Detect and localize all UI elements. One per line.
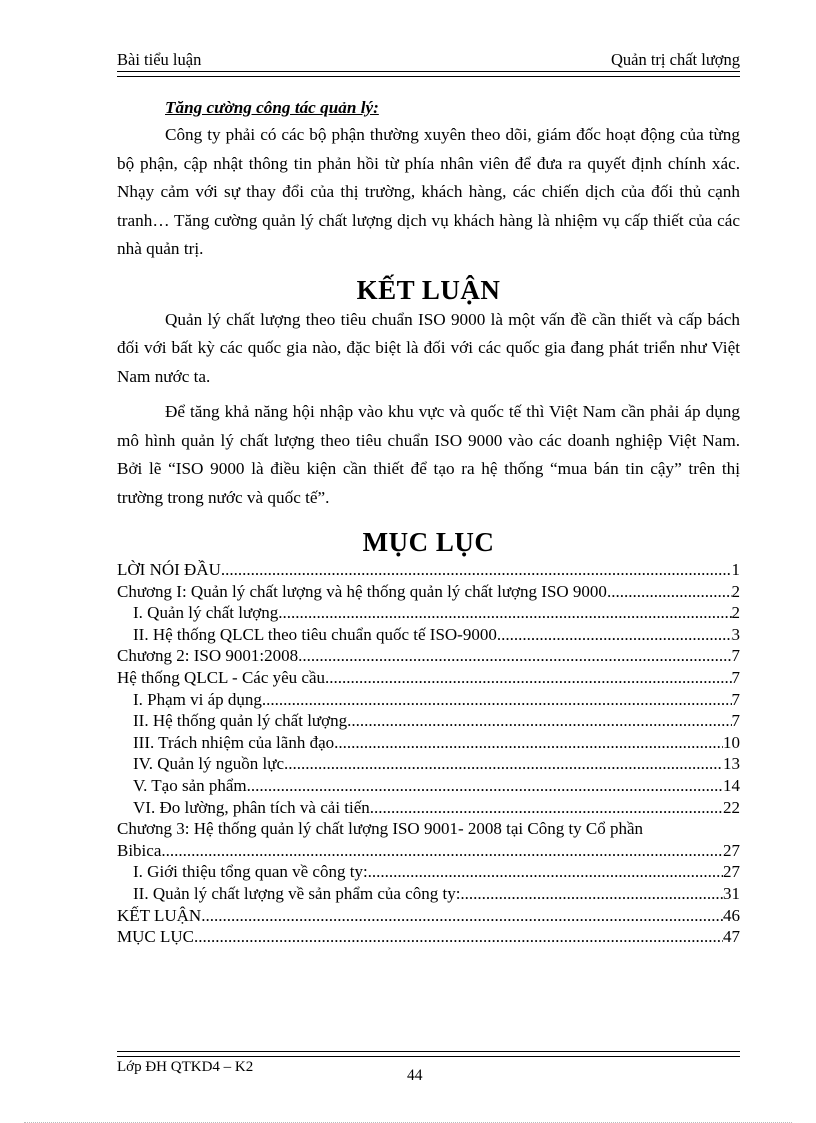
footer-rule: [117, 1051, 740, 1057]
toc-entry[interactable]: [117, 581, 740, 603]
toc-entry-page: 10: [723, 732, 740, 752]
toc-leader: [334, 732, 723, 754]
toc-entry-page: 7: [731, 689, 740, 709]
toc-entry[interactable]: [117, 624, 740, 646]
toc-entry-label: II. Hệ thống quản lý chất lượng.: [133, 711, 352, 731]
toc-entry[interactable]: [117, 602, 740, 624]
header-rule: [117, 71, 740, 77]
toc-leader: [607, 581, 732, 603]
toc-entry-page: 7: [731, 711, 740, 731]
toc-entry-page: 27: [723, 840, 740, 860]
conclusion-paragraph-2: Để tăng khả năng hội nhập vào khu vực và quốc tế thì Việt Nam cần phải áp dụng mô hình quản lý chất lượng theo tiêu chuẩn ISO 9000 vào các doanh nghiệp Việt Nam. Bởi lẽ “ISO 9000 là điều kiện cần thiết để tạo ra hệ thống “mua bán tin cậy” trên thị trường trong nước và quốc tế”.: [117, 402, 740, 507]
page-header: [117, 48, 740, 70]
toc-entry-page: 27: [723, 862, 740, 882]
toc-entry[interactable]: [117, 753, 740, 775]
toc-leader: [298, 645, 731, 667]
toc-title: MỤC LỤC: [362, 527, 495, 557]
toc-entry-label-continued: Bibica: [117, 840, 162, 860]
toc-entry-page: 2: [731, 581, 740, 601]
toc-entry[interactable]: [117, 861, 740, 883]
toc-entry[interactable]: [117, 775, 740, 797]
page-number: 44: [407, 1067, 423, 1084]
toc-entry[interactable]: [117, 559, 740, 581]
toc-entry-page: 14: [723, 775, 740, 795]
toc-entry-label: II. Hệ thống QLCL theo tiêu chuẩn quốc tế ISO-9000: [133, 624, 497, 644]
toc-entry[interactable]: [117, 645, 740, 667]
toc-entry-page: 7: [731, 667, 740, 687]
toc-leader: [221, 559, 732, 581]
toc-entry-page: 13: [723, 754, 740, 774]
toc-entry[interactable]: [117, 905, 740, 927]
toc-entry-label: VI. Đo lường, phân tích và cải tiến.: [133, 797, 375, 817]
conclusion-title: KẾT LUẬN: [356, 274, 501, 305]
toc-entry-label: II. Quản lý chất lượng về sản phẩm của công ty:: [133, 883, 461, 903]
toc-entry-page: 2: [731, 603, 740, 623]
toc-entry[interactable]: [117, 667, 740, 689]
toc-leader: [278, 602, 731, 624]
toc-leader: [161, 840, 723, 862]
toc-entry-label: III. Trách nhiệm của lãnh đạo: [133, 732, 335, 752]
table-of-contents: [117, 559, 740, 948]
toc-entry-page: 22: [723, 797, 740, 817]
toc-leader: [374, 797, 723, 819]
management-subheading: Tăng cường công tác quản lý:: [165, 98, 379, 117]
toc-entry[interactable]: [117, 689, 740, 711]
toc-entry-page: 47: [723, 927, 740, 947]
toc-entry-label: I. Quản lý chất lượng: [133, 603, 279, 623]
toc-entry-page: 1: [731, 560, 740, 579]
toc-entry-page: 31: [723, 883, 740, 903]
toc-entry-label: Chương I: Quản lý chất lượng và hệ thống quản lý chất lượng ISO 9000: [117, 581, 607, 601]
toc-leader: [351, 710, 731, 732]
toc-entry-page: 46: [723, 905, 740, 925]
toc-leader: [247, 775, 723, 797]
toc-leader: [460, 883, 723, 905]
toc-entry[interactable]: [117, 732, 740, 754]
toc-entry-label: Chương 2: ISO 9001:2008: [117, 646, 299, 666]
toc-entry-page: 3: [731, 624, 740, 644]
toc-entry-page: 7: [731, 646, 740, 666]
toc-entry-label: LỜI NÓI ĐẦU: [117, 560, 221, 579]
toc-entry[interactable]: [117, 797, 740, 819]
header-right-text: Quản trị chất lượng: [610, 50, 740, 69]
toc-entry-label: V. Tạo sản phẩm: [133, 775, 247, 795]
toc-entry[interactable]: [117, 883, 740, 905]
toc-leader: [284, 753, 723, 775]
header-left-text: Bài tiểu luận: [117, 50, 202, 69]
page-body: [117, 94, 740, 948]
toc-leader: [497, 624, 732, 646]
toc-entry-label: Hệ thống QLCL - Các yêu cầu: [117, 667, 326, 687]
toc-entry-label: Chương 3: Hệ thống quản lý chất lượng ISO 9001- 2008 tại Công ty Cổ phần: [117, 819, 644, 839]
toc-entry[interactable]: [117, 926, 740, 948]
toc-entry-label: I. Phạm vi áp dụng: [133, 689, 262, 709]
toc-leader: [325, 667, 731, 689]
management-paragraph: Công ty phải có các bộ phận thường xuyên theo dõi, giám đốc hoạt động của từng bộ phận, cập nhật thông tin phản hồi từ phía nhân viên để đưa ra quyết định chính xác. Nhạy cảm với sự thay đổi của thị trường, khách hàng, các chiến dịch của đối thủ cạnh tranh… Tăng cường quản lý chất lượng dịch vụ khách hàng là nhiệm vụ cấp thiết của các nhà quản trị.: [117, 125, 740, 258]
toc-entry-label: I. Giới thiệu tổng quan về công ty:: [133, 862, 368, 882]
toc-entry-label: IV. Quản lý nguồn lực: [133, 754, 285, 774]
toc-leader: [262, 689, 732, 711]
toc-leader: [194, 926, 723, 948]
toc-entry[interactable]: [117, 818, 740, 861]
conclusion-paragraph-1: Quản lý chất lượng theo tiêu chuẩn ISO 9000 là một vấn đề cần thiết và cấp bách đối với bất kỳ các quốc gia nào, đặc biệt là đối với các quốc gia đang phát triển như Việt Nam nước ta.: [117, 309, 740, 386]
toc-entry-label: MỤC LỤC: [117, 927, 194, 947]
toc-leader: [201, 905, 723, 927]
footer-class-label: Lớp ĐH QTKD4 – K2: [117, 1059, 254, 1075]
toc-entry[interactable]: [117, 710, 740, 732]
toc-entry-label: KẾT LUẬN: [117, 905, 202, 925]
toc-leader: [368, 861, 723, 883]
